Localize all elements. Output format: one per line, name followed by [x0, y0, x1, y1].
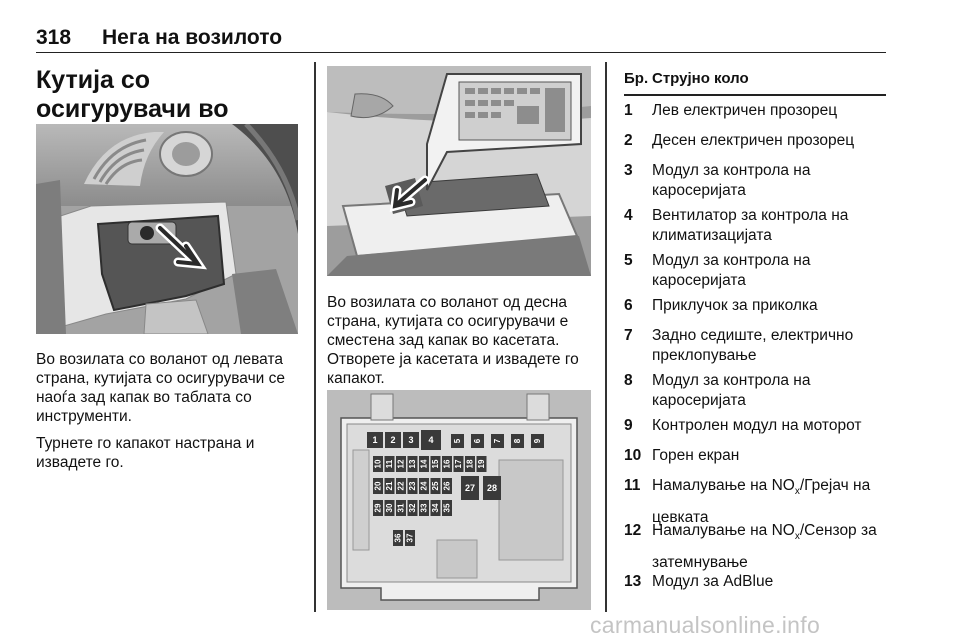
fuse-slot [396, 500, 406, 516]
lhd-paragraph-2: Турнете го капакот настрана и извадете го. [36, 435, 255, 471]
fuse-label: 3 [408, 435, 414, 445]
fuse-number: 1 [624, 102, 633, 119]
fuse-slot [431, 456, 441, 472]
fuse-slot [442, 456, 452, 472]
circuit-description: Приклучок за приколка [652, 297, 818, 314]
fuse-slot [408, 456, 418, 472]
fuse-label: 21 [385, 481, 394, 491]
fuse-label: 10 [373, 459, 383, 469]
rhd-glovebox-photo [327, 66, 591, 276]
column-circuit-header: Струјно коло [652, 70, 749, 87]
circuit-description: Вентилатор за контрола на климатизацијата [652, 207, 849, 244]
fuse-label: 29 [373, 503, 383, 513]
circuit-description: Лев електричен прозорец [652, 102, 838, 119]
fuse-slot [477, 456, 487, 472]
fuse-label: 6 [473, 438, 482, 444]
rhd-description [327, 293, 597, 396]
fuse-label: 15 [431, 459, 440, 469]
section-title: Кутија со осигурувачи во [36, 66, 229, 123]
circuit-text-part: /Сензор за затемнување [652, 522, 877, 572]
fuse-slot [367, 432, 383, 448]
fuse-number: 12 [624, 522, 642, 539]
fuse-label: 23 [408, 481, 417, 491]
circuit-text-part: /Грејач на цевката [652, 477, 871, 527]
fuse-slot [373, 456, 383, 472]
fuse-number: 6 [624, 297, 633, 314]
subscript: x [794, 531, 800, 543]
subscript: x [794, 486, 800, 498]
fuse-label: 34 [431, 503, 440, 513]
fuse-label: 20 [373, 481, 383, 491]
fuse-label: 17 [454, 459, 463, 469]
fuse-slot [451, 434, 464, 448]
column-number-header: Бр. [624, 70, 649, 87]
page-header-title: Нега на возилото [102, 26, 283, 49]
fuse-label: 32 [408, 503, 417, 513]
fuse-label: 36 [393, 533, 403, 543]
fuse-label: 30 [385, 503, 394, 513]
fuse-number: 2 [624, 132, 633, 149]
watermark: carmanualsonline.info [590, 612, 821, 638]
fuse-label: 7 [493, 438, 502, 444]
fuse-number: 7 [624, 327, 633, 344]
fuse-number: 8 [624, 372, 633, 389]
fuse-label: 27 [464, 483, 476, 493]
fuse-slot [471, 434, 484, 448]
fuse-slot [373, 500, 383, 516]
fuse-slot [431, 478, 441, 494]
fuse-slot [405, 530, 415, 546]
circuit-description: Десен електричен прозорец [652, 132, 855, 149]
fuse-label: 16 [442, 459, 452, 469]
fuse-number: 13 [624, 573, 642, 590]
fuse-label: 11 [385, 459, 394, 469]
fuse-label: 13 [408, 459, 417, 469]
fuse-label: 4 [428, 435, 434, 445]
fuse-label: 5 [453, 438, 462, 444]
fuse-number: 4 [624, 207, 633, 224]
fuse-box-svg [327, 390, 591, 610]
fuse-number: 11 [624, 477, 641, 494]
fuse-slot [442, 478, 452, 494]
fuse-label: 37 [405, 533, 415, 543]
fuse-slot [403, 432, 419, 448]
fuse-slot [442, 500, 452, 516]
fuse-slot [421, 430, 441, 450]
fuse-slot [385, 432, 401, 448]
rhd-paragraph-1: Во возилата со воланот од десна страна, кутијата со осигурувачи е сместена зад капак во касетата. Отворете ја касетата и извадете го капакот. [327, 294, 579, 387]
fuse-label: 31 [396, 503, 406, 513]
fuse-number: 3 [624, 162, 633, 179]
fuse-slot [491, 434, 504, 448]
lhd-paragraph-1: Во возилата со воланот од левата страна, кутијата со осигурувачи се наоѓа зад капак во таблата со инструменти. [36, 351, 285, 425]
fuse-slot [454, 456, 464, 472]
fuse-slot [393, 530, 403, 546]
fuse-slot [408, 478, 418, 494]
fuse-slot [385, 456, 395, 472]
page-header [36, 26, 886, 53]
page-number: 318 [36, 26, 72, 49]
fuse-table-header [624, 70, 886, 96]
circuit-description: Модул за AdBlue [652, 573, 774, 590]
fuse-number: 10 [624, 447, 642, 464]
circuit-description: Модул за контрола на каросеријата [652, 372, 811, 409]
fuse-number: 5 [624, 252, 633, 269]
fuse-slot [385, 478, 395, 494]
fuse-slot [483, 476, 501, 500]
fuse-slot [431, 500, 441, 516]
fuse-label: 9 [533, 438, 542, 444]
fuse-slot [396, 478, 406, 494]
fuse-slot [531, 434, 544, 448]
fuse-label: 26 [442, 481, 452, 491]
fuse-label: 8 [513, 438, 522, 444]
fuse-slot [385, 500, 395, 516]
fuse-label: 19 [477, 459, 486, 469]
fuse-label: 28 [486, 483, 498, 493]
lhd-description [36, 350, 302, 480]
fuse-label: 12 [396, 459, 406, 469]
circuit-description: Контролен модул на моторот [652, 417, 862, 434]
fuse-label: 18 [465, 459, 475, 469]
fuse-slot [419, 456, 429, 472]
fuse-slot [461, 476, 479, 500]
fuse-label: 35 [442, 503, 452, 513]
fuse-label: 14 [419, 459, 429, 469]
fuse-label: 1 [372, 435, 378, 445]
circuit-description: Модул за контрола на каросеријата [652, 252, 811, 289]
column-divider-2 [605, 62, 607, 612]
circuit-description: Модул за контрола на каросеријата [652, 162, 811, 199]
fuse-slot [511, 434, 524, 448]
fuse-label: 25 [431, 481, 440, 491]
fuse-number: 9 [624, 417, 633, 434]
circuit-description [652, 518, 888, 576]
circuit-description: Горен екран [652, 447, 740, 464]
fuse-slot [373, 478, 383, 494]
fuse-slot [419, 500, 429, 516]
fuse-slot [408, 500, 418, 516]
fuse-label: 24 [419, 481, 429, 491]
fuse-slot [465, 456, 475, 472]
fuse-label: 2 [390, 435, 396, 445]
circuit-description: Задно седиште, електрично преклопување [652, 327, 854, 364]
circuit-text-part: Намалување на NO [652, 477, 795, 494]
fuse-slot [396, 456, 406, 472]
fuse-label: 33 [419, 503, 429, 513]
fuse-label: 22 [396, 481, 406, 491]
circuit-text-part: Намалување на NO [652, 522, 795, 539]
lhd-fusebox-photo [36, 124, 298, 334]
column-divider-1 [314, 62, 316, 612]
fuse-box-diagram [327, 390, 591, 610]
fuse-slot [419, 478, 429, 494]
